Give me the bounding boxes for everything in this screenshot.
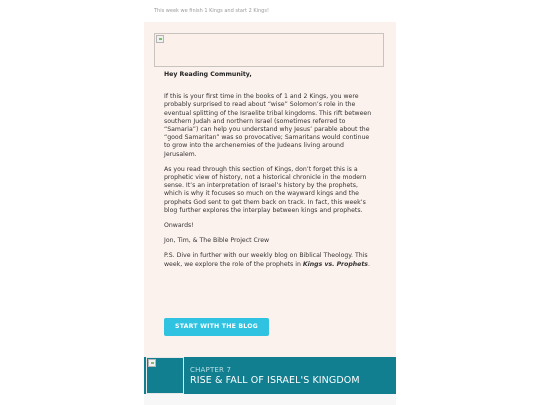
header-image [154,33,384,67]
postscript-text: P.S. Dive in further with our weekly blog on Biblical Theology. This week, we explore the role of the prophets in [164,252,368,268]
chapter-banner[interactable] [144,357,396,394]
onwards-text: Onwards! [164,222,194,230]
broken-image-icon [148,359,156,367]
kings-paragraph: As you read through this section of Kings, don’t forget this is a prophetic view of history, not a historical chronicle in the modern sense. It’s an interpretation of Israel’s history by the prophets, which is why it focuses so much on the wayward kings and the prophets God sent to get them back on track. In fact, this week’s blog further explores the interplay between kings and prophets. [164,165,367,214]
postscript-end: . [368,260,370,268]
broken-image-icon [156,35,164,43]
postscript [164,252,376,268]
chapter-number: CHAPTER 7 [190,366,232,374]
email-body [164,71,376,276]
chapter-thumbnail [146,357,184,394]
footer-strip [144,394,396,405]
greeting: Hey Reading Community, [164,71,252,78]
preheader-text: This week we finish 1 Kings and start 2 Kings! [154,8,269,14]
start-with-blog-button[interactable]: START WITH THE BLOG [164,318,269,336]
blog-link[interactable]: Kings vs. Prophets [302,260,368,268]
signature: Jon, Tim, & The Bible Project Crew [164,237,270,245]
email-card [144,22,396,357]
intro-paragraph: If this is your first time in the books of 1 and 2 Kings, you were probably surprised to read about “wise” Solomon’s role in the eventual splitting of the Israelite tribal kingdoms. This rift between southern Judah and northern Israel (sometimes referred to “Samaria”) can help you understand why Jesus’ parable about the “good Samaritan” was so provocative; Samaritans would continue to grow into the archenemies of the Judeans living around Jerusalem. [164,93,372,158]
chapter-title: RISE & FALL OF ISRAEL'S KINGDOM [190,375,360,386]
